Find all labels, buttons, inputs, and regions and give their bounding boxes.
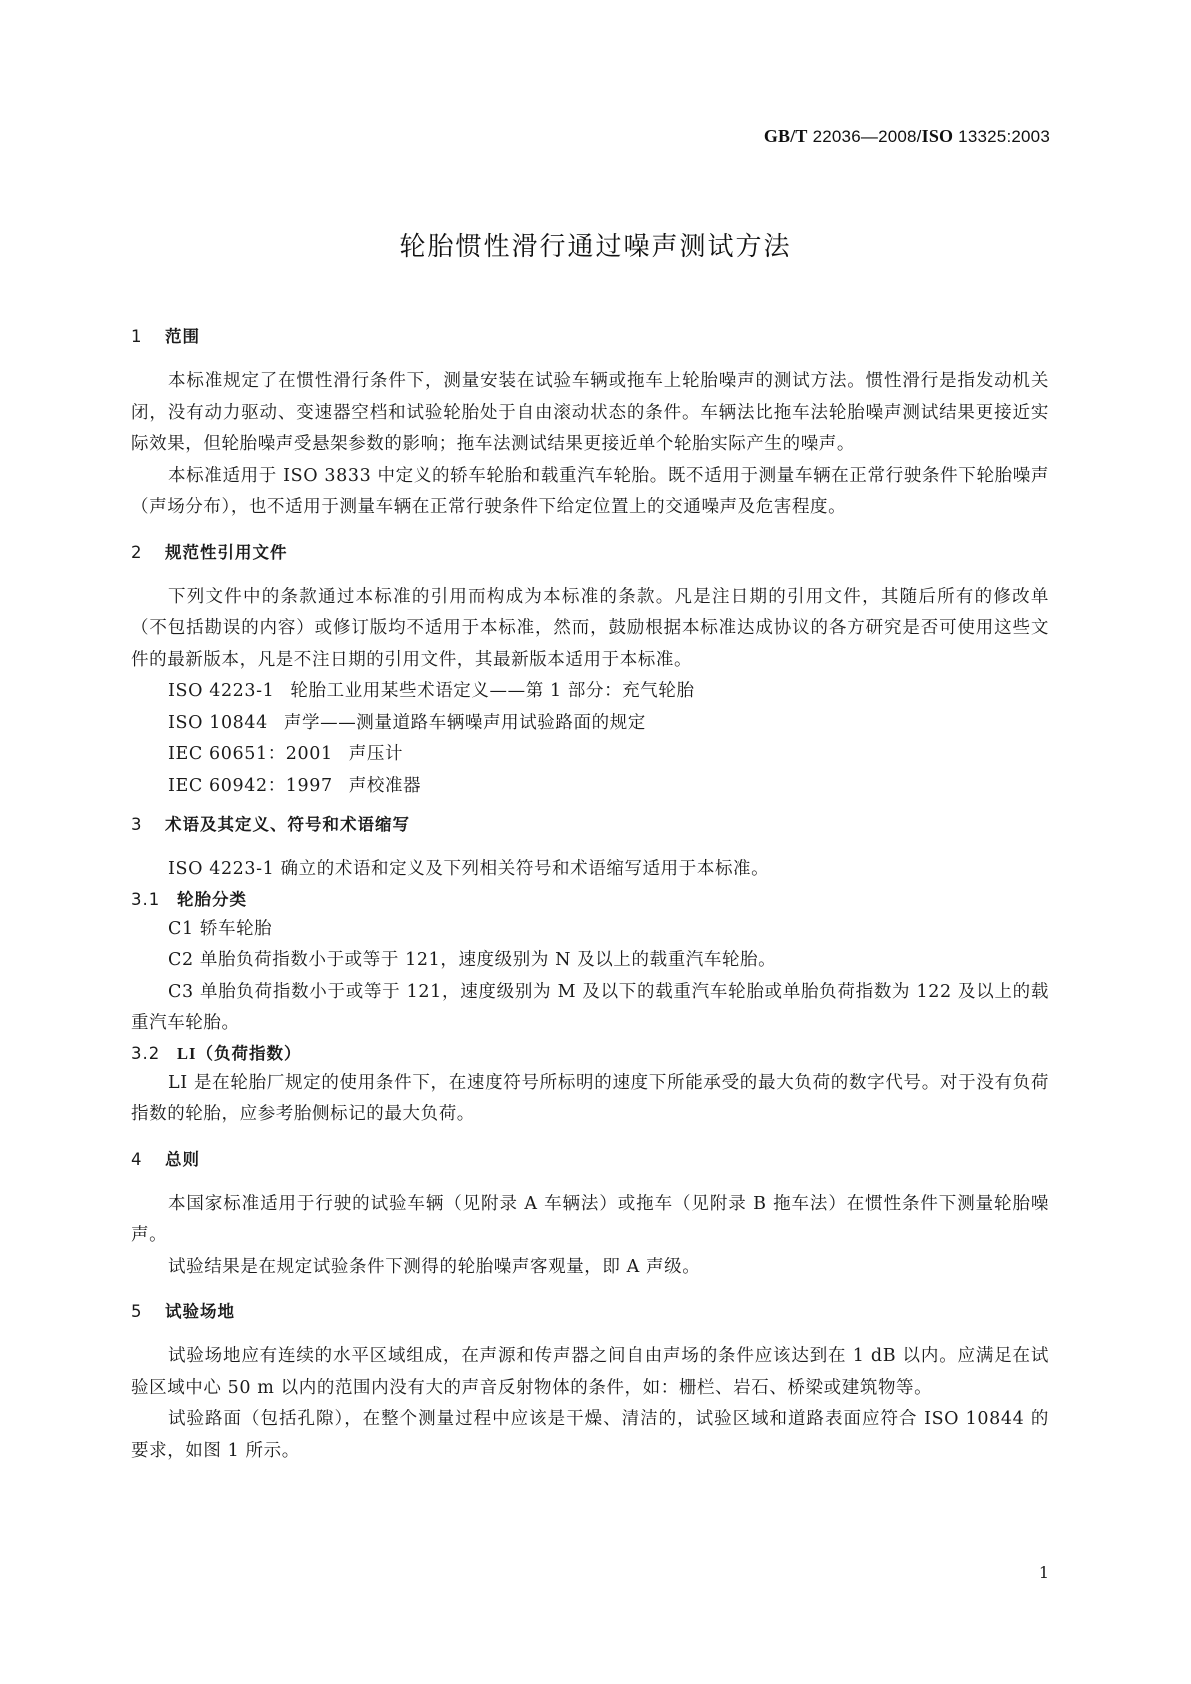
document-body [131, 323, 1049, 1467]
subsection-3-2-heading [131, 1040, 1049, 1068]
section-3-heading [131, 811, 1049, 839]
tyre-class-c3: C3 单胎负荷指数小于或等于 121，速度级别为 M 及以下的载重汽车轮胎或单胎负荷指数为 122 及以上的载重汽车轮胎。 [131, 981, 1049, 1033]
iso-prefix: ISO [921, 126, 954, 146]
section-3-paragraph-1: ISO 4223-1 确立的术语和定义及下列相关符号和术语缩写适用于本标准。 [168, 859, 770, 879]
section-1-paragraph-1: 本标准规定了在惯性滑行条件下，测量安装在试验车辆或拖车上轮胎噪声的测试方法。惯性滑行是指发动机关闭，没有动力驱动、变速器空档和试验轮胎处于自由滚动状态的条件。车辆法比拖车法轮胎噪声测试结果更接近实际效果，但轮胎噪声受悬架参数的影响；拖车法测试结果更接近单个轮胎实际产生的噪声。 [131, 371, 1049, 454]
section-5-paragraph-1: 试验场地应有连续的水平区域组成，在声源和传声器之间自由声场的条件应该达到在 1 dB 以内。应满足在试验区域中心 50 m 以内的范围内没有大的声音反射物体的条件，如：栅栏、岩石、桥梁或建筑物等。 [131, 1346, 1049, 1398]
section-title: 总则 [165, 1149, 200, 1169]
section-title: 范围 [165, 327, 200, 346]
section-1-paragraph-2: 本标准适用于 ISO 3833 中定义的轿车轮胎和载重汽车轮胎。既不适用于测量车辆在正常行驶条件下轮胎噪声（声场分布），也不适用于测量车辆在正常行驶条件下给定位置上的交通噪声及危害程度。 [131, 465, 1049, 517]
subsection-3-2-paragraph: LI 是在轮胎厂规定的使用条件下，在速度符号所标明的速度下所能承受的最大负荷的数字代号。对于没有负荷指数的轮胎，应参考胎侧标记的最大负荷。 [131, 1072, 1049, 1124]
reference-item [131, 739, 1049, 771]
section-title: 试验场地 [165, 1302, 235, 1321]
section-title: 术语及其定义、符号和术语缩写 [165, 815, 410, 834]
reference-item [131, 708, 1049, 740]
section-title: 规范性引用文件 [165, 542, 288, 562]
section-5-heading [131, 1298, 1049, 1326]
subsection-title: 轮胎分类 [177, 889, 247, 909]
section-4-paragraph-2: 试验结果是在规定试验条件下测得的轮胎噪声客观量，即 A 声级。 [168, 1256, 701, 1277]
section-1-heading [131, 323, 1049, 351]
reference-code: IEC 60651：2001 [168, 744, 333, 764]
section-4-paragraph-1: 本国家标准适用于行驶的试验车辆（见附录 A 车辆法）或拖车（见附录 B 拖车法）在惯性条件下测量轮胎噪声。 [131, 1193, 1049, 1245]
reference-title: 声学——测量道路车辆噪声用试验路面的规定 [283, 712, 646, 733]
section-number: 5 [131, 1302, 143, 1321]
section-number: 3 [131, 815, 143, 834]
reference-item [131, 676, 1049, 708]
section-4-heading [131, 1146, 1049, 1174]
reference-code: ISO 10844 [168, 712, 268, 733]
subsection-title: （负荷指数） [196, 1043, 302, 1063]
section-2-heading [131, 539, 1049, 567]
page-number: 1 [1038, 1563, 1049, 1582]
tyre-class-c1: C1 轿车轮胎 [168, 918, 273, 939]
section-2-paragraph-1: 下列文件中的条款通过本标准的引用而构成为本标准的条款。凡是注日期的引用文件，其随后所有的修改单（不包括勘误的内容）或修订版均不适用于本标准，然而，鼓励根据本标准达成协议的各方研究是否可使用这些文件的最新版本，凡是不注日期的引用文件，其最新版本适用于本标准。 [131, 586, 1049, 670]
standard-header [764, 126, 1050, 147]
reference-code: ISO 4223-1 [168, 681, 275, 701]
subsection-3-1-heading [131, 886, 1049, 914]
document-title: 轮胎惯性滑行通过噪声测试方法 [399, 232, 792, 262]
reference-item [131, 771, 1049, 803]
reference-title: 声压计 [348, 744, 404, 764]
iso-number: 13325:2003 [958, 127, 1050, 146]
reference-code: IEC 60942：1997 [168, 775, 333, 796]
std-prefix: GB/T [763, 126, 808, 146]
reference-title: 声校准器 [348, 775, 422, 796]
section-number: 1 [131, 327, 143, 346]
reference-title: 轮胎工业用某些术语定义——第 1 部分：充气轮胎 [290, 681, 695, 701]
std-number: 22036—2008/ [812, 127, 922, 146]
subsection-number: 3.2 [131, 1043, 161, 1063]
section-5-paragraph-2: 试验路面（包括孔隙），在整个测量过程中应该是干燥、清洁的，试验区域和道路表面应符合 ISO 10844 的要求，如图 1 所示。 [131, 1409, 1049, 1461]
subsection-number: 3.1 [131, 889, 161, 909]
subsection-abbr: LI [177, 1043, 197, 1063]
section-number: 4 [131, 1149, 143, 1169]
section-number: 2 [131, 542, 143, 562]
tyre-class-c2: C2 单胎负荷指数小于或等于 121，速度级别为 N 及以上的载重汽车轮胎。 [168, 950, 777, 970]
